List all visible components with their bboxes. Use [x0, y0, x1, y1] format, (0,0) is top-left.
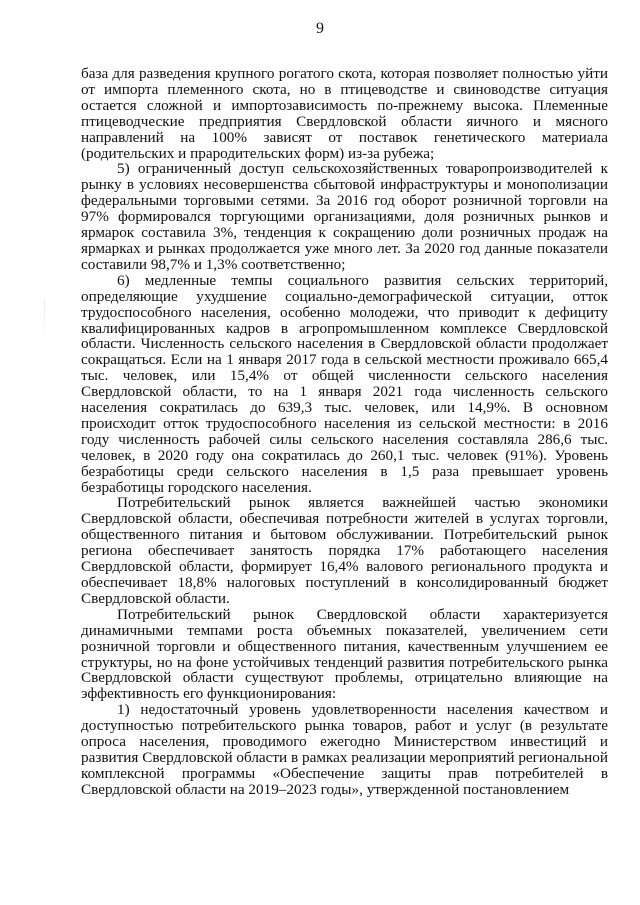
- page-number: 9: [316, 20, 324, 37]
- paragraph-consumer-market: Потребительский рынок является важнейшей частью экономики Свердловской области, обеспечивая потребности жителей в услугах торговли, общественного питания и бытовом обслуживании. Потребительский рынок региона обеспечивает занятость порядка 17% работающего населения Свердловской области, формирует 16,4% валового регионального продукта и обеспечивает 18,8% налоговых поступлений в консолидированный бюджет Свердловской области.: [81, 494, 608, 607]
- paragraph-consumer-market-problems: Потребительский рынок Свердловской области характеризуется динамичными темпами роста объемных показателей, увеличением сети розничной торговли и общественного питания, качественным улучшением ее структуры, но на фоне устойчивых тенденций развития потребительского рынка Свердловской области существуют проблемы, отрицательно влияющие на эффективность его функционирования:: [81, 605, 608, 703]
- document-body: [81, 66, 608, 798]
- paragraph-market-access: 5) ограниченный доступ сельскохозяйственных товаропроизводителей к рынку в условиях несовершенства сбытовой инфраструктуры и монополизации федеральными торговыми сетями. За 2016 год оборот розничной торговли на 97% формировался торгующими организациями, доля розничных рынков и ярмарок составила 3%, тенденция к сокращению доли розничных продаж на ярмарках и рынках продолжается уже много лет. За 2020 год данные показатели составили 98,7% и 1,3% соответственно;: [81, 160, 608, 273]
- paragraph-rural-development: 6) медленные темпы социального развития сельских территорий, определяющие ухудшение социально-демографической ситуации, отток трудоспособного населения, особенно молодежи, что приводит к дефициту квалифицированных кадров в агропромышленном комплексе Свердловской области. Численность сельского населения в Свердловской области продолжает сокращаться. Если на 1 января 2017 года в сельской местности проживало 665,4 тыс. человек, или 15,4% от общей численности сельского населения Свердловской области, то на 1 января 2021 года численность сельского населения сократилась до 639,3 тыс. человек, или 14,9%. В основном происходит отток трудоспособного населения из сельской местности: в 2016 году численность рабочей силы сельского населения составляла 286,6 тыс. человек, в 2020 году она сократилась до 260,1 тыс. человек (91%). Уровень безработицы среди сельского населения в 1,5 раза превышает уровень безработицы городского населения.: [81, 271, 608, 496]
- scan-artifact: [44, 300, 45, 340]
- paragraph-livestock-import: база для разведения крупного рогатого скота, которая позволяет полностью уйти от импорта племенного скота, но в птицеводстве и свиноводстве ситуация остается сложной и импортозависимость по-прежнему высока. Племенные птицеводческие предприятия Свердловской области яичного и мясного направлений на 100% зависят от поставок генетического материала (родительских и прародительских форм) из-за рубежа;: [81, 65, 608, 162]
- paragraph-satisfaction-level: 1) недостаточный уровень удовлетворенности населения качеством и доступностью потребительского рынка товаров, работ и услуг (в результате опроса населения, проводимого ежегодно Министерством инвестиций и развития Свердловской области в рамках реализации мероприятий региональной комплексной программы «Обеспечение защиты прав потребителей в Свердловской области на 2019–2023 годы», утвержденной постановлением: [81, 701, 608, 798]
